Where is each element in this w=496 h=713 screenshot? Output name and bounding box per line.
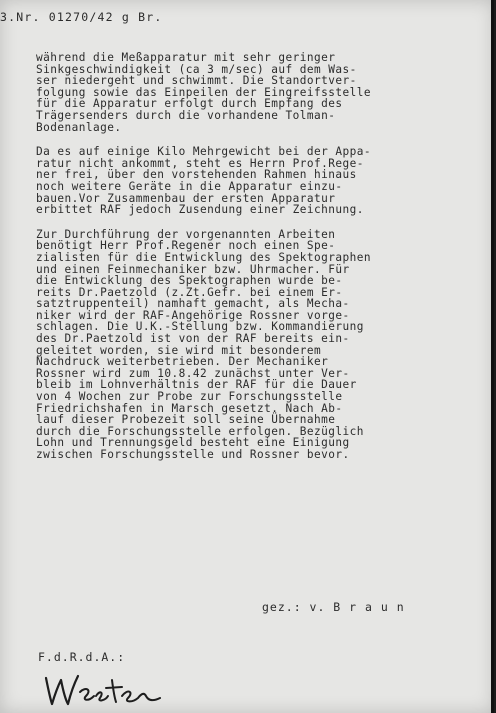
text-line: ner frei, über den vorstehenden Rahmen hinaus [36, 168, 357, 182]
text-line: noch weitere Geräte in die Apparatur einzu- [36, 179, 343, 193]
text-line: reits Dr.Paetzold (z.Zt.Gefr. bei einem Er- [36, 285, 343, 299]
handwritten-signature [42, 668, 164, 708]
text-line: schlagen. Die U.K.-Stellung bzw. Kommandierung [36, 320, 364, 334]
text-line: niker wird der RAF-Angehörige Rossner vorge- [36, 308, 350, 322]
text-line: Zur Durchführung der vorgenannten Arbeiten [36, 227, 336, 241]
paragraph [36, 52, 491, 133]
text-line: Nachdruck weiterbetrieben. Der Mechaniker [36, 355, 329, 369]
text-line: Sinkgeschwindigkeit (ca 3 m/sec) auf dem Was- [36, 62, 357, 76]
text-line: benötigt Herr Prof.Regener noch einen Spe- [36, 239, 336, 253]
text-line: bleib im Lohnverhältnis der RAF für die Dauer [36, 378, 357, 392]
text-line: durch die Forschungsstelle erfolgen. Bezüglich [36, 424, 364, 438]
text-line: die Entwicklung des Spektographen wurde be- [36, 274, 343, 288]
text-line: zwischen Forschungsstelle und Rossner bevor. [36, 448, 350, 461]
text-line: bauen.Vor Zusammenbau der ersten Apparatur [36, 191, 336, 205]
text-line: während die Meßapparatur mit sehr geringer [36, 51, 336, 64]
text-line: satztruppenteil) namhaft gemacht, als Mecha- [36, 297, 350, 311]
page-edge [491, 0, 494, 713]
text-line: Trägersenders durch die vorhandene Tolman- [36, 108, 336, 122]
text-line: Rossner wird zum 10.8.42 zunächst unter Ver- [36, 366, 350, 380]
typed-signature: gez.: v. B r a u n [262, 600, 405, 614]
document-body [36, 52, 491, 474]
text-line: und einen Feinmechaniker bzw. Uhrmacher. Für [36, 262, 350, 276]
text-line: von 4 Wochen zur Probe zur Forschungsstelle [36, 390, 343, 404]
text-line: erbittet RAF jedoch Zusendung einer Zeichnung. [36, 203, 364, 217]
text-line: geleitet worden, sie wird mit besonderem [36, 343, 322, 357]
text-line: lauf dieser Probezeit soll seine Übernahme [36, 413, 336, 427]
document-reference-number: 3.Nr. 01270/42 g Br. [0, 10, 163, 24]
certification-label: F.d.R.d.A.: [38, 650, 126, 664]
text-line: zialisten für die Entwicklung des Spektographen [36, 250, 372, 264]
text-line: Lohn und Trennungsgeld besteht eine Einigung [36, 436, 350, 450]
text-line: des Dr.Paetzold ist von der RAF bereits ein- [36, 332, 350, 346]
text-line: Da es auf einige Kilo Mehrgewicht bei der Appa- [36, 145, 372, 159]
text-line: folgung sowie das Einpeilen der Eingreifsstelle [36, 85, 372, 99]
text-line: ser niedergeht und schwimmt. Die Standortver- [36, 74, 357, 88]
text-line: ratur nicht ankommt, steht es Herrn Prof.Rege- [36, 156, 364, 170]
text-line: Friedrichshafen in Marsch gesetzt. Nach Ab- [36, 401, 343, 415]
paragraph [36, 146, 491, 216]
text-line: für die Apparatur erfolgt durch Empfang des [36, 97, 343, 111]
text-line: Bodenanlage. [36, 120, 122, 134]
paragraph [36, 229, 491, 461]
